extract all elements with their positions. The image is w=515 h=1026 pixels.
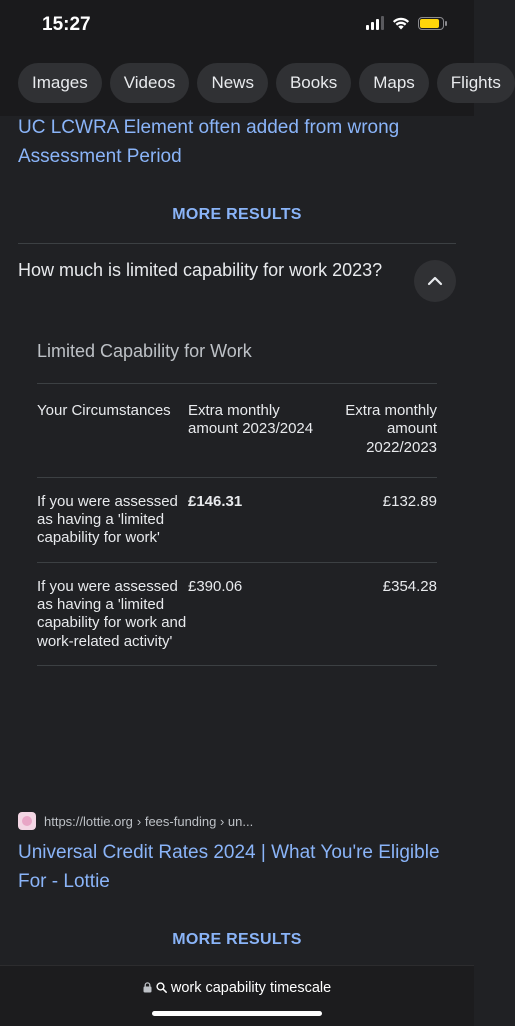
table-row: [37, 477, 437, 562]
status-icons: [366, 16, 444, 30]
search-category-bar: [0, 50, 501, 116]
faq-question[interactable]: How much is limited capability for work 2023?: [18, 260, 383, 280]
table-header-row: [37, 384, 437, 478]
more-results-button[interactable]: MORE RESULTS: [172, 931, 302, 948]
chip-images[interactable]: Images: [18, 63, 102, 103]
address-bar[interactable]: [0, 965, 474, 1026]
home-indicator: [152, 1011, 322, 1016]
table-row: [37, 562, 437, 665]
collapse-button[interactable]: [414, 260, 456, 302]
row-circumstance: If you were assessed as having a 'limited capability for work': [37, 492, 178, 547]
previous-result-title-link[interactable]: UC LCWRA Element often added from wrong Assessment Period: [18, 117, 400, 167]
chip-videos[interactable]: Videos: [110, 63, 190, 103]
source-path: › fees-funding › un...: [136, 813, 254, 829]
chip-books[interactable]: Books: [276, 63, 351, 103]
search-icon: [156, 982, 167, 993]
chip-news[interactable]: News: [197, 63, 268, 103]
result-source[interactable]: [18, 812, 253, 830]
row-amount-2022: £354.28: [382, 577, 437, 595]
wifi-icon: [392, 16, 410, 30]
row-amount-2023: £390.06: [188, 577, 243, 595]
header-amount-2023: Extra monthly amount 2023/2024: [188, 402, 314, 438]
header-circumstances: Your Circumstances: [37, 402, 171, 419]
lock-icon: [143, 982, 152, 993]
chip-flights[interactable]: Flights: [437, 63, 515, 103]
row-amount-2023: £146.31: [188, 492, 243, 510]
battery-level: [420, 19, 439, 28]
header-amount-2022: Extra monthly amount 2022/2023: [345, 402, 437, 456]
chip-list: [18, 63, 515, 103]
status-bar: [0, 0, 474, 50]
more-results-button[interactable]: MORE RESULTS: [172, 206, 302, 223]
address-query: work capability timescale: [170, 980, 332, 996]
chevron-up-icon: [427, 276, 443, 286]
chip-maps[interactable]: Maps: [359, 63, 429, 103]
section-divider: [18, 243, 456, 244]
cellular-signal-icon: [366, 16, 384, 30]
battery-icon: [418, 17, 444, 30]
row-amount-2022: £132.89: [382, 492, 437, 510]
status-time: 15:27: [42, 14, 91, 35]
address-text[interactable]: [0, 980, 474, 996]
lottie-favicon-icon: [18, 812, 36, 830]
source-title-link[interactable]: Universal Credit Rates 2024 | What You're Eligible For - Lottie: [18, 842, 440, 892]
source-domain: https://lottie.org: [44, 813, 133, 829]
table-title: Limited Capability for Work: [37, 341, 252, 361]
row-circumstance: If you were assessed as having a 'limited capability for work and work-related activity': [37, 577, 187, 650]
rates-table: [37, 383, 437, 666]
